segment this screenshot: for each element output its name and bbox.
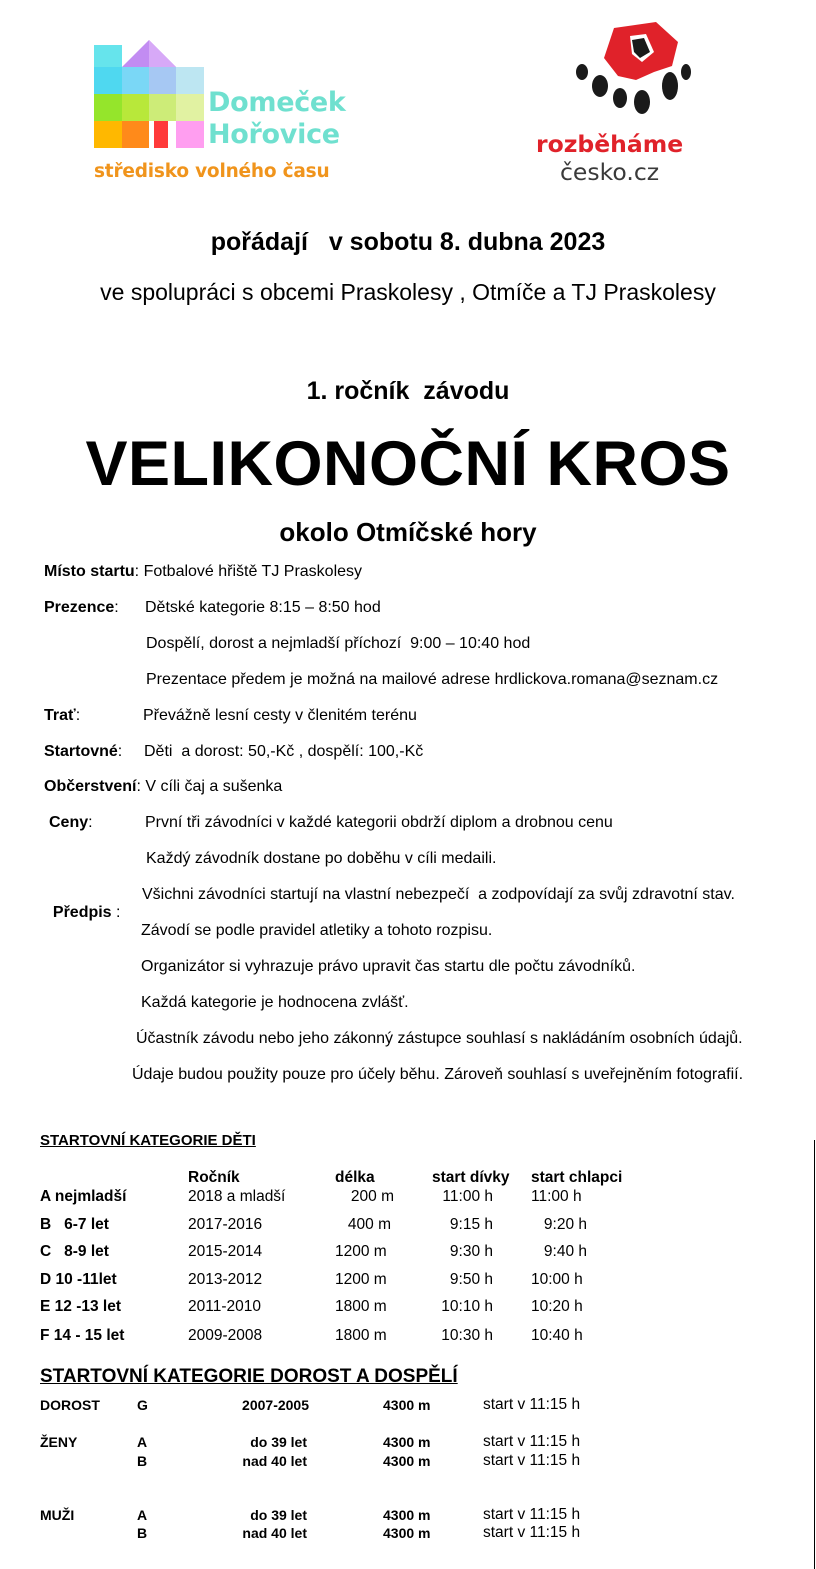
rules-colon: : bbox=[111, 904, 121, 921]
track-value: Převážně lesní cesty v členitém terénu bbox=[143, 707, 417, 724]
adult-class: B bbox=[137, 1453, 148, 1469]
kids-start-girls: 9:15 h bbox=[449, 1216, 493, 1233]
adult-start: start v 11:15 h bbox=[483, 1396, 581, 1413]
adult-class: B bbox=[137, 1525, 148, 1541]
rozbehame-text: rozběháme bbox=[536, 130, 684, 158]
kids-start-boys: 10:40 h bbox=[531, 1327, 583, 1344]
edition-line: 1. ročník závodu bbox=[306, 377, 510, 405]
start-place-row bbox=[44, 563, 362, 581]
adult-age: do 39 let bbox=[250, 1507, 307, 1523]
adult-length: 4300 m bbox=[383, 1434, 431, 1450]
kids-start-girls: 10:10 h bbox=[441, 1298, 493, 1315]
domecek-logo bbox=[94, 40, 354, 190]
refresh-row bbox=[44, 778, 282, 796]
kids-start-boys: 10:00 h bbox=[531, 1271, 583, 1288]
rules-line3: Organizátor si vyhrazuje právo upravit čas startu dle počtu závodníků. bbox=[141, 958, 636, 975]
kids-year: 2018 a mladší bbox=[188, 1188, 286, 1205]
rules-line6: Údaje budou použity pouze pro účely běhu. Zároveň souhlasí s uveřejněním fotografií. bbox=[132, 1066, 744, 1083]
adults-heading: STARTOVNÍ KATEGORIE DOROST A DOSPĚLÍ bbox=[40, 1366, 458, 1387]
adult-start: start v 11:15 h bbox=[483, 1433, 581, 1450]
kids-category: B 6-7 let bbox=[40, 1216, 109, 1233]
adult-length: 4300 m bbox=[383, 1525, 431, 1541]
adult-length: 4300 m bbox=[383, 1453, 431, 1469]
fee-row bbox=[44, 743, 122, 761]
kids-category: F 14 - 15 let bbox=[40, 1327, 125, 1344]
track-label: Trať bbox=[44, 707, 76, 724]
footprint-icon bbox=[574, 22, 704, 122]
adult-start: start v 11:15 h bbox=[483, 1452, 581, 1469]
adult-group: ŽENY bbox=[40, 1434, 78, 1450]
cesko-text: česko.cz bbox=[560, 158, 660, 186]
track-colon: : bbox=[75, 707, 81, 724]
rules-line4: Každá kategorie je hodnocena zvlášť. bbox=[141, 994, 409, 1011]
fee-value: Děti a dorost: 50,-Kč , dospělí: 100,-Kč bbox=[144, 743, 424, 760]
rules-line5: Účastník závodu nebo jeho zákonný zástupce souhlasí s nakládáním osobních údajů. bbox=[136, 1030, 743, 1047]
kids-length: 1200 m bbox=[335, 1271, 387, 1288]
kids-length: 1800 m bbox=[335, 1327, 387, 1344]
prizes-label: Ceny bbox=[49, 814, 89, 831]
refresh-label: Občerstvení bbox=[44, 778, 137, 795]
kids-year: 2011-2010 bbox=[188, 1298, 261, 1315]
adult-age: 2007-2005 bbox=[242, 1397, 309, 1413]
kids-start-boys: 11:00 h bbox=[531, 1188, 582, 1205]
kids-year: 2015-2014 bbox=[188, 1243, 263, 1260]
kids-year: 2009-2008 bbox=[188, 1327, 263, 1344]
fee-label: Startovné bbox=[44, 743, 118, 760]
presence-adults: Dospělí, dorost a nejmladší příchozí 9:00 – 10:40 hod bbox=[146, 635, 531, 652]
kids-header-girls: start dívky bbox=[432, 1169, 510, 1186]
presence-kids: Dětské kategorie 8:15 – 8:50 hod bbox=[145, 599, 381, 616]
kids-year: 2013-2012 bbox=[188, 1271, 263, 1288]
kids-length: 400 m bbox=[347, 1216, 391, 1233]
domecek-name-line2: Hořovice bbox=[208, 119, 340, 150]
adult-age: nad 40 let bbox=[242, 1525, 307, 1541]
presence-email: Prezentace předem je možná na mailové adrese hrdlickova.romana@seznam.cz bbox=[146, 671, 719, 688]
adult-group: DOROST bbox=[40, 1397, 100, 1413]
prizes-colon: : bbox=[88, 814, 93, 831]
kids-category: A nejmladší bbox=[40, 1188, 127, 1205]
kids-category: E 12 -13 let bbox=[40, 1298, 121, 1315]
cooperation-line: ve spolupráci s obcemi Praskolesy , Otmíče a TJ Praskolesy bbox=[100, 279, 716, 305]
kids-start-girls: 11:00 h bbox=[442, 1188, 493, 1205]
rules-line2: Závodí se podle pravidel atletiky a tohoto rozpisu. bbox=[141, 922, 493, 939]
kids-header-boys: start chlapci bbox=[531, 1169, 623, 1186]
presence-row bbox=[44, 599, 119, 617]
adult-length: 4300 m bbox=[383, 1397, 431, 1413]
start-place-label: Místo startu bbox=[44, 563, 135, 580]
kids-year: 2017-2016 bbox=[188, 1216, 263, 1233]
prizes-row bbox=[49, 814, 93, 832]
kids-length: 1800 m bbox=[335, 1298, 387, 1315]
prizes-line1: První tři závodníci v každé kategorii obdrží diplom a drobnou cenu bbox=[145, 814, 613, 831]
house-icon bbox=[94, 40, 204, 150]
adult-start: start v 11:15 h bbox=[483, 1524, 581, 1541]
kids-length: 200 m bbox=[350, 1188, 394, 1205]
kids-heading: STARTOVNÍ KATEGORIE DĚTI bbox=[40, 1132, 256, 1149]
presence-label: Prezence bbox=[44, 599, 115, 616]
rules-line1: Všichni závodníci startují na vlastní nebezpečí a zodpovídají za svůj zdravotní stav. bbox=[142, 886, 735, 903]
organize-line: pořádají v sobotu 8. dubna 2023 bbox=[210, 228, 606, 256]
kids-header-length: délka bbox=[335, 1169, 375, 1186]
refresh-value: : V cíli čaj a sušenka bbox=[136, 778, 283, 795]
adult-start: start v 11:15 h bbox=[483, 1506, 581, 1523]
kids-start-girls: 9:30 h bbox=[449, 1243, 493, 1260]
event-subtitle: okolo Otmíčské hory bbox=[279, 517, 537, 547]
adult-group: MUŽI bbox=[40, 1507, 75, 1523]
page-edge-line bbox=[814, 1140, 815, 1569]
adult-length: 4300 m bbox=[383, 1507, 431, 1523]
adult-class: A bbox=[137, 1507, 148, 1523]
presence-colon: : bbox=[114, 599, 119, 616]
prizes-line2: Každý závodník dostane po doběhu v cíli medaili. bbox=[146, 850, 497, 867]
kids-start-girls: 10:30 h bbox=[441, 1327, 493, 1344]
track-row bbox=[44, 707, 80, 725]
adult-age: nad 40 let bbox=[242, 1453, 307, 1469]
event-title: VELIKONOČNÍ KROS bbox=[85, 429, 731, 499]
kids-start-boys: 9:20 h bbox=[543, 1216, 587, 1233]
kids-start-boys: 9:40 h bbox=[543, 1243, 587, 1260]
fee-colon: : bbox=[117, 743, 123, 760]
adult-age: do 39 let bbox=[250, 1434, 307, 1450]
adult-class: A bbox=[137, 1434, 148, 1450]
rules-row bbox=[44, 886, 120, 922]
kids-category: C 8-9 let bbox=[40, 1243, 109, 1260]
rules-label: Předpis bbox=[52, 904, 112, 921]
kids-header-year: Ročník bbox=[188, 1169, 240, 1186]
kids-category: D 10 -11let bbox=[40, 1271, 117, 1288]
start-place-value: : Fotbalové hřiště TJ Praskolesy bbox=[134, 563, 363, 580]
kids-start-boys: 10:20 h bbox=[531, 1298, 583, 1315]
domecek-subtitle: středisko volného času bbox=[94, 161, 330, 182]
rozbehame-logo bbox=[534, 22, 714, 192]
kids-start-girls: 9:50 h bbox=[449, 1271, 493, 1288]
domecek-name-line1: Domeček bbox=[208, 87, 346, 118]
adult-class: G bbox=[137, 1397, 148, 1413]
kids-length: 1200 m bbox=[335, 1243, 387, 1260]
